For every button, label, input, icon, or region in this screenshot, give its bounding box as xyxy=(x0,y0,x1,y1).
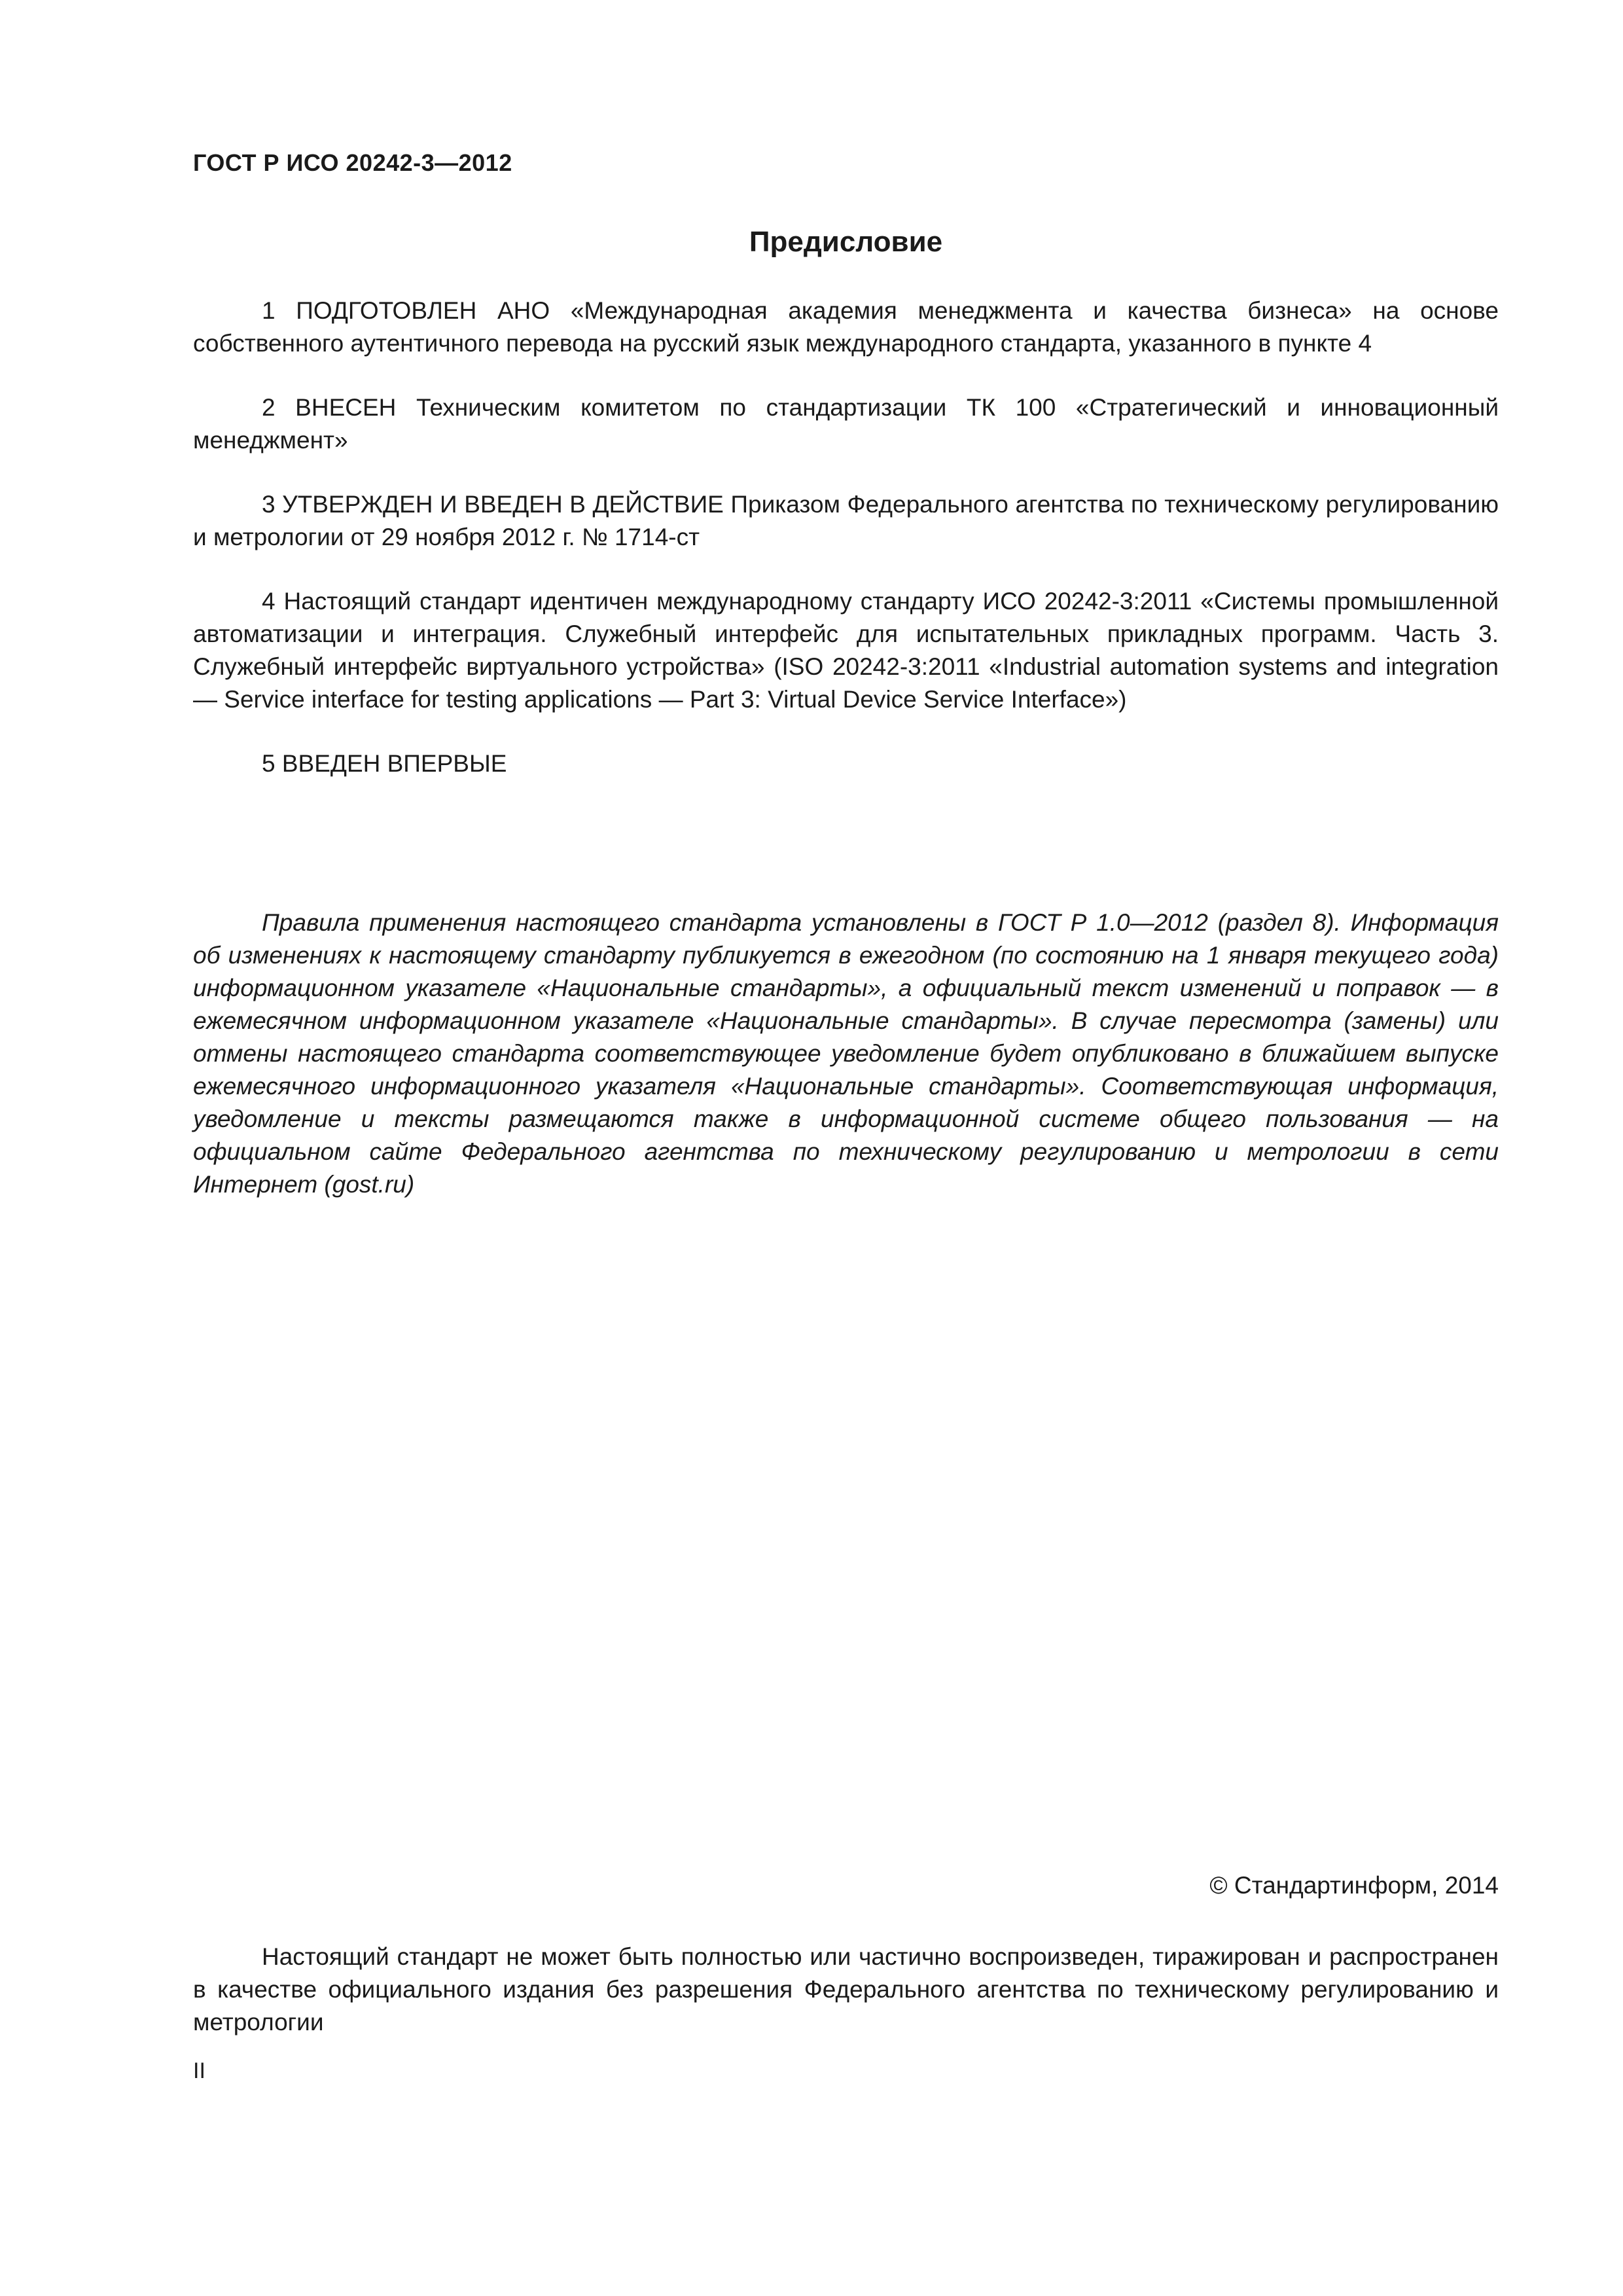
document-designation: ГОСТ Р ИСО 20242-3—2012 xyxy=(193,149,512,176)
preface-item-4: 4 Настоящий стандарт идентичен международному стандарту ИСО 20242-3:2011 «Системы промышленной автоматизации и интеграция. Служебный интерфейс для испытательных прикладных программ. Часть 3. Служебный интерфейс виртуального устройства» (ISO 20242-3:2011 «Industrial automation systems and integration — Service interface for testing applications — Part 3: Virtual Device Service Interface») xyxy=(193,588,1499,713)
preface-item-3: 3 УТВЕРЖДЕН И ВВЕДЕН В ДЕЙСТВИЕ Приказом Федерального агентства по техническому регулированию и метрологии от 29 ноября 2012 г. № 1714-ст xyxy=(193,491,1499,550)
preface-item-1: 1 ПОДГОТОВЛЕН АНО «Международная академия менеджмента и качества бизнеса» на основе собственного аутентичного перевода на русский язык международного стандарта, указанного в пункте 4 xyxy=(193,297,1499,357)
page-title: Предисловие xyxy=(749,226,943,258)
reproduction-notice: Настоящий стандарт не может быть полностью или частично воспроизведен, тиражирован и распространен в качестве официального издания без разрешения Федерального агентства по техническому регулированию и метрологии xyxy=(193,1943,1499,2036)
page-number: II xyxy=(193,2058,205,2083)
preface-item-5: 5 ВВЕДЕН ВПЕРВЫЕ xyxy=(262,750,507,777)
copyright-notice: © Стандартинформ, 2014 xyxy=(1209,1872,1499,1899)
preface-item-2: 2 ВНЕСЕН Техническим комитетом по стандартизации ТК 100 «Стратегический и инновационный менеджмент» xyxy=(193,394,1499,454)
preface-items xyxy=(193,295,1499,812)
application-rules-notice: Правила применения настоящего стандарта установлены в ГОСТ Р 1.0—2012 (раздел 8). Информация об изменениях к настоящему стандарту публикуется в ежегодном (по состоянию на 1 января текущего года) информационном указателе «Национальные стандарты», а официальный текст изменений и поправок — в ежемесячном информационном указателе «Национальные стандарты». В случае пересмотра (замены) или отмены настоящего стандарта соответствующее уведомление будет опубликовано в ближайшем выпуске ежемесячного информационного указателя «Национальные стандарты». Соответствующая информация, уведомление и тексты размещаются также в информационной системе общего пользования — на официальном сайте Федерального агентства по техническому регулированию и метрологии в сети Интернет (gost.ru) xyxy=(193,909,1499,1198)
